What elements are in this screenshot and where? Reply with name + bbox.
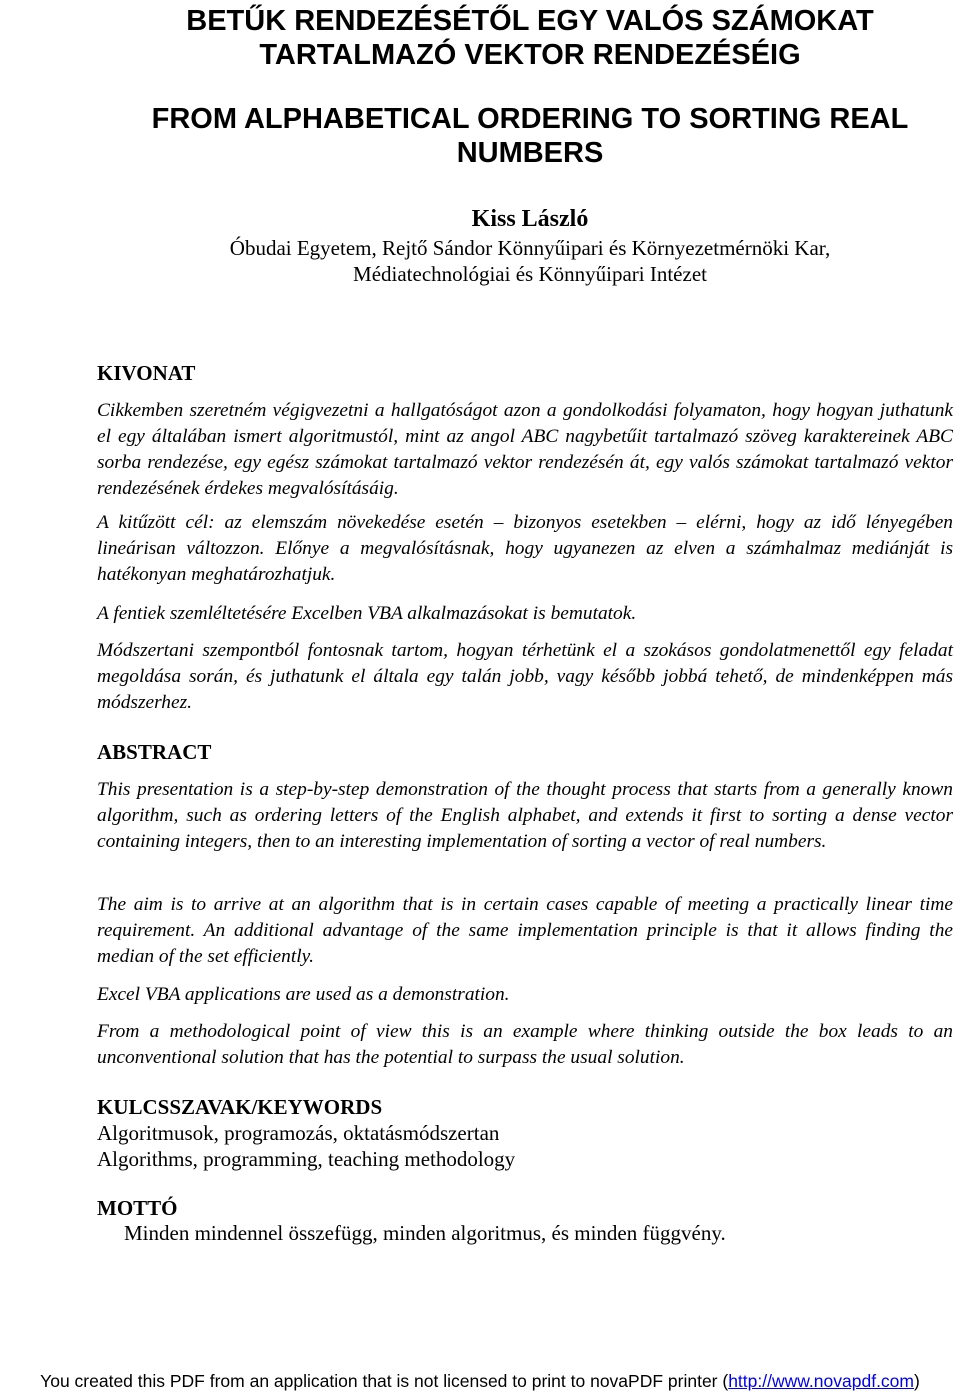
abstract-paragraph-3: Excel VBA applications are used as a demonstration. — [97, 984, 510, 1005]
abstract-paragraph-2: The aim is to arrive at an algorithm that is in certain cases capable of meeting a practically linear time requirement. An additional advantage of the same implementation principle is that it allows finding the median of the set efficiently. — [97, 894, 953, 967]
kivonat-paragraph-3: A fentiek szemléltetésére Excelben VBA alkalmazásokat is bemutatok. — [97, 603, 637, 624]
keywords-english: Algorithms, programming, teaching methodology — [97, 1147, 516, 1171]
keywords-hungarian: Algoritmusok, programozás, oktatásmódszertan — [97, 1121, 500, 1145]
author-name: Kiss László — [471, 206, 589, 232]
kivonat-paragraph-2: A kitűzött cél: az elemszám növekedése esetén – bizonyos esetekben – elérni, hogy az idő lényegében lineárisan változzon. Előnye a megvalósításnak, hogy ugyanezen az elven a számhalmaz mediánját is hatékonyan meghatározhatjuk. — [97, 512, 953, 585]
affiliation-line-2: Médiatechnológiai és Könnyűipari Intézet — [353, 262, 707, 286]
footer-text-before: You created this PDF from an application that is not licensed to print to novaPDF printer ( — [40, 1371, 729, 1391]
footer-text-after: ) — [914, 1371, 920, 1391]
abstract-paragraph-4: From a methodological point of view this is an example where thinking outside the box leads to an unconventional solution that has the potential to surpass the usual solution. — [97, 1021, 953, 1068]
kivonat-paragraph-1: Cikkemben szeretném végigvezetni a hallgatóságot azon a gondolkodási folyamaton, hogy hogyan juthatunk el egy általában ismert algoritmustól, mint az angol ABC nagybetűit tartalmazó szöveg karaktereinek ABC sorba rendezése, egy egész számokat tartalmazó vektor rendezésén át, egy valós számokat tartalmazó vektor rendezésének érdekes megvalósításáig. — [97, 400, 953, 499]
keywords-heading: KULCSSZAVAK/KEYWORDS — [97, 1095, 383, 1119]
motto-text: Minden mindennel összefügg, minden algoritmus, és minden függvény. — [124, 1221, 726, 1245]
novapdf-link[interactable]: http://www.novapdf.com — [728, 1371, 914, 1391]
abstract-heading: ABSTRACT — [97, 740, 212, 764]
title-english: FROM ALPHABETICAL ORDERING TO SORTING REAL NUMBERS — [151, 103, 909, 169]
kivonat-paragraph-4: Módszertani szempontból fontosnak tartom, hogyan térhetünk el a szokásos gondolatmenettől egy feladat megoldása során, és juthatunk el általa egy talán jobb, vagy később jobbá tehető, de mindenképpen más módszerhez. — [97, 640, 953, 713]
novapdf-footer-notice — [0, 1371, 960, 1391]
kivonat-heading: KIVONAT — [97, 361, 196, 385]
motto-heading: MOTTÓ — [97, 1196, 178, 1220]
affiliation-line-1: Óbudai Egyetem, Rejtő Sándor Könnyűipari és Környezetmérnöki Kar, — [229, 236, 831, 260]
title-hungarian: BETŰK RENDEZÉSÉTŐL EGY VALÓS SZÁMOKAT TARTALMAZÓ VEKTOR RENDEZÉSÉIG — [186, 5, 874, 71]
abstract-paragraph-1: This presentation is a step-by-step demonstration of the thought process that starts from a generally known algorithm, such as ordering letters of the English alphabet, and extends it first to sorting a dense vector containing integers, then to an interesting implementation of sorting a vector of real numbers. — [97, 779, 953, 852]
